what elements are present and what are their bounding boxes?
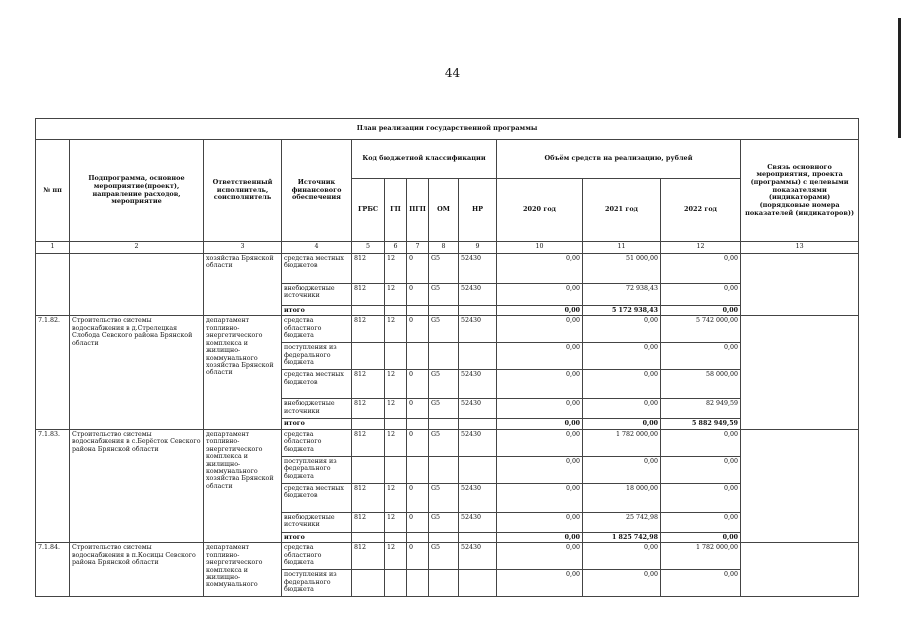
cell-name: Строительство системы водоснабжения в п.Косицы Севского района Брянской области [70, 543, 204, 597]
cell-responsible: департамент топливно-энергетического комплекса и жилищно-коммунального хозяйства Брянской области [204, 316, 282, 429]
col-num: 1 [36, 242, 70, 254]
hdr-subprogram: Подпрограмма, основное мероприятие(проект), направление расходов, мероприятие [70, 140, 204, 242]
col-num: 2 [70, 242, 204, 254]
table-row: поступления из федерального бюджета 0,00 0,00 0,00 [36, 570, 859, 597]
table-row: внебюджетные источники 812 12 0 G5 52430 0,00 72 938,43 0,00 [36, 284, 859, 306]
hdr-gp: ГП [385, 179, 407, 242]
cell-num: 7.1.84. [36, 543, 70, 597]
hdr-pgp: ПГП [407, 179, 429, 242]
col-num: 13 [741, 242, 859, 254]
cell-num: 7.1.83. [36, 429, 70, 542]
cell-name: Строительство системы водоснабжения в д.Стрелецкая Слобода Севского района Брянской области [70, 316, 204, 429]
hdr-2021: 2021 год [583, 179, 661, 242]
cell-source: средства местных бюджетов [282, 254, 352, 284]
table-row: 7.1.84. Строительство системы водоснабжения в п.Косицы Севского района Брянской области департамент топливно-энергетического комплекса и жилищно-коммунального средства областного бюджета 812 12 0 G5 52430 0,00 0,00 1 782 000,00 [36, 543, 859, 570]
col-num: 10 [497, 242, 583, 254]
hdr-2020: 2020 год [497, 179, 583, 242]
col-num: 12 [661, 242, 741, 254]
col-num: 11 [583, 242, 661, 254]
table-row: 7.1.83. Строительство системы водоснабжения в с.Берёсток Севского района Брянской области департамент топливно-энергетического комплекса и жилищно-коммунального хозяйства Брянской области средства областного бюджета 812 12 0 G5 52430 0,00 1 782 000,00 0,00 [36, 429, 859, 456]
cell-num: 7.1.82. [36, 316, 70, 429]
col-num: 8 [429, 242, 459, 254]
table-title: План реализации государственной программы [36, 119, 859, 140]
cell-responsible: департамент топливно-энергетического комплекса и жилищно-коммунального [204, 543, 282, 597]
table-row: хозяйства Брянской области средства местных бюджетов 812 12 0 G5 52430 0,00 51 000,00 0,00 [36, 254, 859, 284]
col-num: 4 [282, 242, 352, 254]
table-row: 7.1.82. Строительство системы водоснабжения в д.Стрелецкая Слобода Севского района Брянской области департамент топливно-энергетического комплекса и жилищно-коммунального хозяйства Брянской области средства областного бюджета 812 12 0 G5 52430 0,00 0,00 5 742 000,00 [36, 316, 859, 343]
col-num: 5 [352, 242, 385, 254]
col-num: 9 [459, 242, 497, 254]
col-num: 6 [385, 242, 407, 254]
cell-responsible: хозяйства Брянской области [204, 254, 282, 316]
cell-name: Строительство системы водоснабжения в с.Берёсток Севского района Брянской области [70, 429, 204, 542]
hdr-volume: Объём средств на реализацию, рублей [497, 140, 741, 179]
edge-mark [898, 18, 901, 138]
table-row: поступления из федерального бюджета 0,00 0,00 0,00 [36, 343, 859, 370]
table-row: средства местных бюджетов 812 12 0 G5 52430 0,00 18 000,00 0,00 [36, 483, 859, 512]
cell-responsible: департамент топливно-энергетического комплекса и жилищно-коммунального хозяйства Брянской области [204, 429, 282, 542]
hdr-num: № пп [36, 140, 70, 242]
total-row: итого 0,00 5 172 938,43 0,00 [36, 306, 859, 316]
col-num: 3 [204, 242, 282, 254]
hdr-budget-code: Код бюджетной классификации [352, 140, 497, 179]
col-num: 7 [407, 242, 429, 254]
hdr-responsible: Ответственный исполнитель, соисполнитель [204, 140, 282, 242]
table-row: поступления из федерального бюджета 0,00 0,00 0,00 [36, 456, 859, 483]
hdr-om: ОМ [429, 179, 459, 242]
program-plan-table [35, 118, 859, 597]
total-row: итого 0,00 0,00 5 882 949,59 [36, 419, 859, 429]
table-row: средства местных бюджетов 812 12 0 G5 52430 0,00 0,00 58 000,00 [36, 370, 859, 399]
hdr-source: Источник финансового обеспечения [282, 140, 352, 242]
cell-source: внебюджетные источники [282, 284, 352, 306]
total-row: итого 0,00 1 825 742,98 0,00 [36, 532, 859, 542]
table-row: внебюджетные источники 812 12 0 G5 52430 0,00 0,00 82 949,59 [36, 399, 859, 419]
hdr-nr: НР [459, 179, 497, 242]
page-number: 44 [444, 66, 461, 80]
hdr-grbs: ГРБС [352, 179, 385, 242]
hdr-link: Связь основного мероприятия, проекта (программы) с целевыми показателями (индикаторами) (порядковые номера показателей (индикаторов)) [741, 140, 859, 242]
table-row: внебюджетные источники 812 12 0 G5 52430 0,00 25 742,98 0,00 [36, 512, 859, 532]
hdr-2022: 2022 год [661, 179, 741, 242]
